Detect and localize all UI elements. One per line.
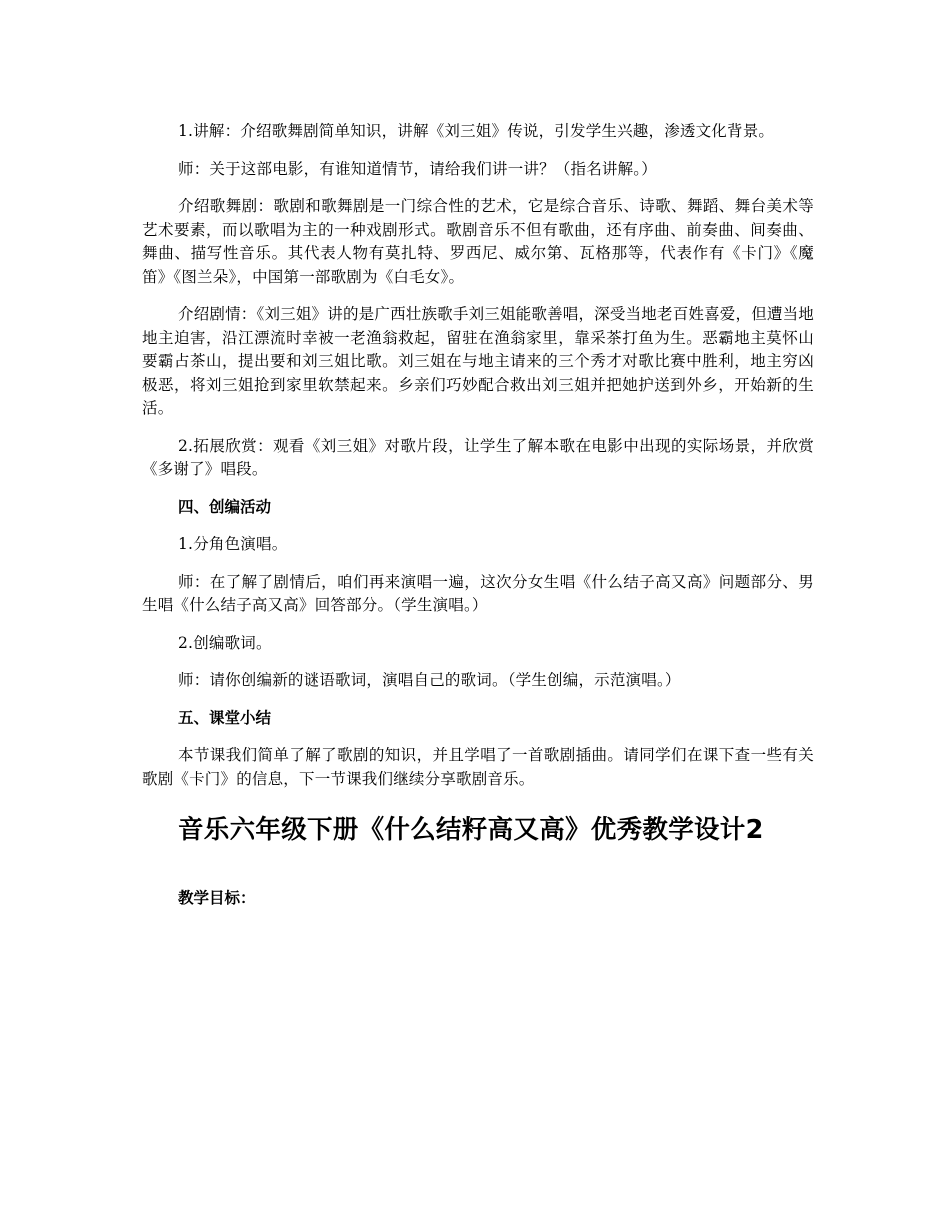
paragraph-role-singing-detail: 师：在了解了剧情后，咱们再来演唱一遍，这次分女生唱《什么结子高又高》问题部分、男生唱《什么结子高又高》回答部分。（学生演唱。） [142,572,814,614]
document-title: 音乐六年级下册《什么结籽高又高》优秀教学设计2 [178,815,764,845]
paragraph-lecture: 1.讲解：介绍歌舞剧简单知识，讲解《刘三姐》传说，引发学生兴趣，渗透文化背景。 [178,122,775,140]
paragraph-lyric-creation: 2.创编歌词。 [178,633,272,652]
paragraph-extended-appreciation: 2.拓展欣赏：观看《刘三姐》对歌片段，让学生了解本歌在电影中出现的实际场景，并欣赏《多谢了》唱段。 [142,436,814,478]
section-heading-creative-activity: 四、创编活动 [178,497,272,516]
section-heading-summary: 五、课堂小结 [178,708,272,727]
paragraph-role-singing: 1.分角色演唱。 [178,535,288,553]
paragraph-teacher-question: 师：关于这部电影，有谁知道情节，请给我们讲一讲？（指名讲解。） [178,159,657,178]
paragraph-opera-intro: 介绍歌舞剧：歌剧和歌舞剧是一门综合性的艺术，它是综合音乐、诗歌、舞蹈、舞台美术等艺术要素，而以歌唱为主的一种戏剧形式。歌剧音乐不但有歌曲，还有序曲、前奏曲、间奏曲、舞曲、描写性音乐。其代表人物有莫扎特、罗西尼、威尔第、瓦格那等，代表作有《卡门》《魔笛》《图兰朵》，中国第一部歌剧为《白毛女》。 [142,197,814,286]
paragraph-summary: 本节课我们简单了解了歌剧的知识，并且学唱了一首歌剧插曲。请同学们在课下查一些有关歌剧《卡门》的信息，下一节课我们继续分享歌剧音乐。 [142,746,814,788]
document-page [142,120,814,925]
paragraph-lyric-creation-detail: 师：请你创编新的谜语歌词，演唱自己的歌词。（学生创编，示范演唱。） [178,671,681,689]
objectives-heading: 教学目标： [178,889,256,907]
paragraph-plot-intro: 介绍剧情：《刘三姐》讲的是广西壮族歌手刘三姐能歌善唱，深受当地老百姓喜爱，但遭当地地主迫害，沿江漂流时幸被一老渔翁救起，留驻在渔翁家里，靠采茶打鱼为生。恶霸地主莫怀山要霸占茶山，提出要和刘三姐比歌。刘三姐在与地主请来的三个秀才对歌比赛中胜利，地主穷凶极恶，将刘三姐抢到家里软禁起来。乡亲们巧妙配合救出刘三姐并把她护送到外乡，开始新的生活。 [142,305,814,417]
